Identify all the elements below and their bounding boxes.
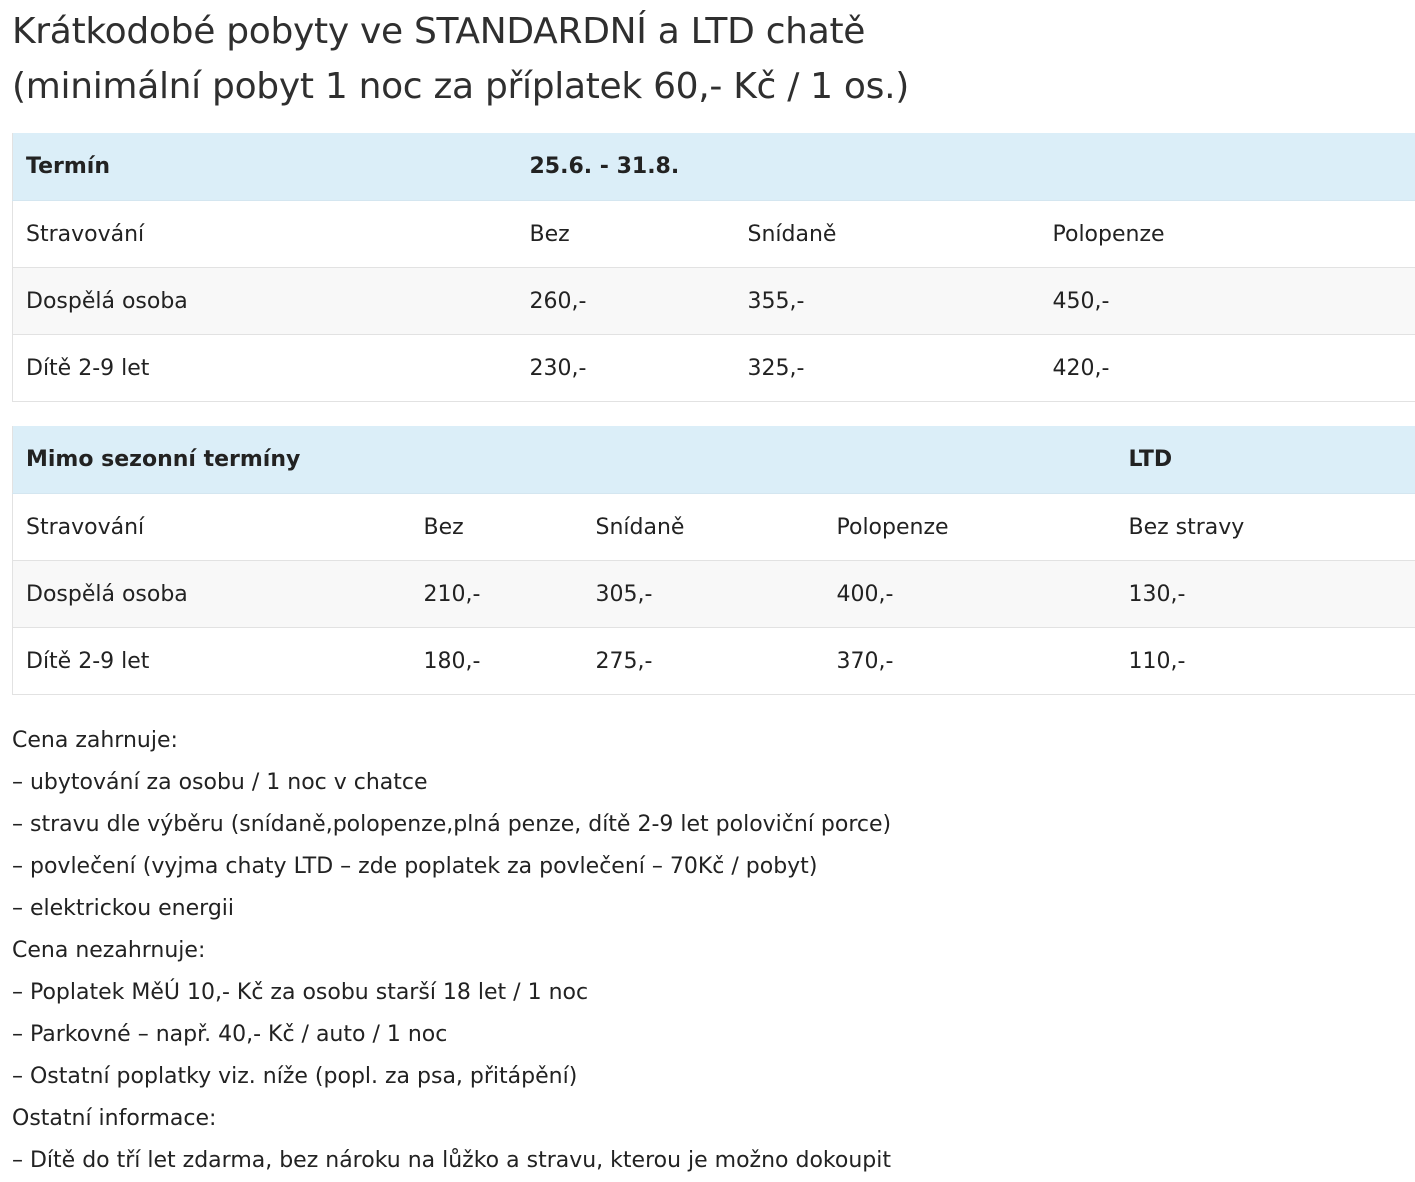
table-row	[13, 628, 1415, 695]
season-price-table	[12, 133, 1415, 402]
table-cell: 130,-	[1116, 561, 1415, 628]
table-cell: Dítě 2-9 let	[13, 335, 517, 402]
offseason-price-table	[12, 426, 1415, 695]
table-cell: Snídaně	[735, 201, 1040, 268]
table-cell: 450,-	[1040, 268, 1415, 335]
info-line: – Dítě do tří let zdarma, bez nároku na lůžko a stravu, kterou je možno dokoupit	[12, 1148, 891, 1173]
header-cell: Termín	[13, 133, 517, 201]
table-cell: 110,-	[1116, 628, 1415, 695]
info-line: – elektrickou energii	[12, 896, 235, 921]
price-info-text	[12, 720, 1402, 1182]
table-cell: 420,-	[1040, 335, 1415, 402]
table-row	[13, 494, 1415, 561]
info-line: – ubytování za osobu / 1 noc v chatce	[12, 770, 428, 795]
table-cell: 260,-	[517, 268, 735, 335]
info-line: – stravu dle výběru (snídaně,polopenze,plná penze, dítě 2-9 let poloviční porce)	[12, 812, 892, 837]
info-line: Ostatní informace:	[12, 1106, 217, 1131]
header-cell: Mimo sezonní termíny	[13, 426, 411, 494]
table-cell: 210,-	[411, 561, 583, 628]
table-cell: 180,-	[411, 628, 583, 695]
header-cell: 25.6. - 31.8.	[517, 133, 735, 201]
page-title	[12, 4, 1402, 114]
header-cell	[735, 133, 1040, 201]
table-cell: Stravování	[13, 494, 411, 561]
info-line: Cena nezahrnuje:	[12, 938, 206, 963]
title-line-1: Krátkodobé pobyty ve STANDARDNÍ a LTD chatě	[12, 11, 866, 52]
table-cell: 305,-	[583, 561, 824, 628]
table-header-row	[13, 133, 1415, 201]
table-cell: Bez stravy	[1116, 494, 1415, 561]
table-cell: Dospělá osoba	[13, 268, 517, 335]
table-cell: Bez	[411, 494, 583, 561]
info-line: – Poplatek MěÚ 10,- Kč za osobu starší 18 let / 1 noc	[12, 980, 589, 1005]
header-cell	[1040, 133, 1415, 201]
table-cell: Stravování	[13, 201, 517, 268]
title-line-2: (minimální pobyt 1 noc za příplatek 60,- Kč / 1 os.)	[12, 66, 909, 107]
table-cell: Polopenze	[1040, 201, 1415, 268]
table-cell: 230,-	[517, 335, 735, 402]
table-cell: Snídaně	[583, 494, 824, 561]
table-row	[13, 561, 1415, 628]
header-cell	[411, 426, 583, 494]
table-cell: 400,-	[824, 561, 1116, 628]
table-cell: Dospělá osoba	[13, 561, 411, 628]
info-line: – Parkovné – např. 40,- Kč / auto / 1 noc	[12, 1022, 448, 1047]
table-cell: 325,-	[735, 335, 1040, 402]
header-cell	[824, 426, 1116, 494]
table-row	[13, 268, 1415, 335]
table-cell: Bez	[517, 201, 735, 268]
table-header-row	[13, 426, 1415, 494]
table-cell: 370,-	[824, 628, 1116, 695]
table-row	[13, 201, 1415, 268]
info-line: – Ostatní poplatky viz. níže (popl. za psa, přitápění)	[12, 1064, 578, 1089]
table-cell: Polopenze	[824, 494, 1116, 561]
info-line: – povlečení (vyjma chaty LTD – zde poplatek za povlečení – 70Kč / pobyt)	[12, 854, 818, 879]
header-cell: LTD	[1116, 426, 1415, 494]
table-row	[13, 335, 1415, 402]
header-cell	[583, 426, 824, 494]
info-line: Cena zahrnuje:	[12, 728, 178, 753]
table-cell: 275,-	[583, 628, 824, 695]
table-cell: 355,-	[735, 268, 1040, 335]
table-cell: Dítě 2-9 let	[13, 628, 411, 695]
